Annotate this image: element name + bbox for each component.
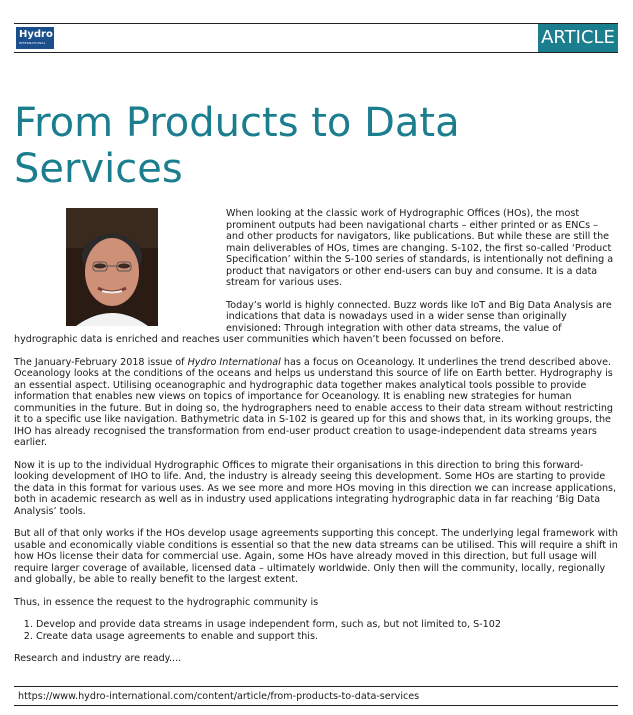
article-url-link[interactable]: https://www.hydro-international.com/content/article/from-products-to-data-services [18, 691, 420, 702]
paragraph-3-start: The January-February 2018 issue of [14, 356, 188, 368]
article-body [14, 208, 618, 676]
paragraph-3 [14, 357, 618, 449]
list-item: 1. Develop and provide data streams in usage independent form, such as, but not limited to, S-102 [36, 619, 618, 631]
request-list [14, 619, 618, 642]
logo-text: Hydro [19, 29, 53, 40]
list-item: 2. Create data usage agreements to enable and support this. [36, 631, 618, 643]
paragraph-4: Now it is up to the individual Hydrographic Offices to migrate their organisations in this direction to bring this forward-looking development of IHO to life. And, the industry is already seeing this development. Some HOs are starting to provide the data in this format for various uses. As we see more and more HOs moving in this direction we can increase applications, both in academic research as well as in industry used applications integrating hydrographic data in far reaching ‘Big Data Analysis’ tools. [14, 459, 617, 517]
portrait-image [66, 208, 158, 326]
intro-paragraph-1: When looking at the classic work of Hydrographic Offices (HOs), the most prominent outputs had been navigational charts – either printed or as ENCs – and other products for navigators, like publications. But while these are still the main deliverables of HOs, times are changing. S-102, the first so-called ‘Product Specification’ within the S-100 series of standards, is intentionally not defining a product that navigators or other end-users can buy and consume. It is a data stream for various uses. [226, 208, 614, 288]
paragraph-6: Thus, in essence the request to the hydrographic community is [14, 596, 319, 608]
article-tag: ARTICLE [538, 24, 618, 52]
author-portrait [66, 208, 158, 326]
header-bar [14, 23, 618, 53]
intro-paragraph-2: Today’s world is highly connected. Buzz words like IoT and Big Data Analysis are indications that data is nowadays used in a wider sense than originally envisioned: Through integration with other data streams, the value of hydrographic data is enriched and reaches user communities which haven’t been focussed on before. [14, 299, 612, 345]
closing-paragraph: Research and industry are ready.... [14, 653, 182, 664]
paragraph-3-rest: has a focus on Oceanology. It underlines the trend described above. Oceanology looks at the conditions of the oceans and helps us understand this source of life on Earth better. Hydrography is an essential aspect. Utilising oceanographic and hydrographic data together makes analytical tools possible to provide information that enables new views on topics of importance for Oceanology. It is enabling new strategies for human communities in the future. But in doing so, the hydrographers need to enable access to their data stream without restricting it to a specific use like navigation. Bathymetric data in S-102 is geared up for this and shows that, in its working groups, the IHO has already recognised the transformation from end-user product creation to usage-independent data streams years earlier. [14, 356, 614, 448]
logo-subtext: INTERNATIONAL [19, 41, 46, 45]
page-title: From Products to Data Services [14, 100, 460, 192]
footer-url-bar [14, 686, 618, 706]
magazine-name: Hydro International [187, 356, 281, 368]
hydro-logo[interactable] [16, 27, 54, 49]
paragraph-5: But all of that only works if the HOs develop usage agreements supporting this concept. The underlying legal framework with usable and economically viable conditions is essential so that the new data streams can be utilised. This will require a shift in how HOs license their data for commercial use. Again, some HOs have already moved in this direction, but full usage will require larger coverage of available, licensed data – ultimately worldwide. Only then will the community, locally, regionally and globally, be able to really benefit to the largest extent. [14, 528, 618, 585]
